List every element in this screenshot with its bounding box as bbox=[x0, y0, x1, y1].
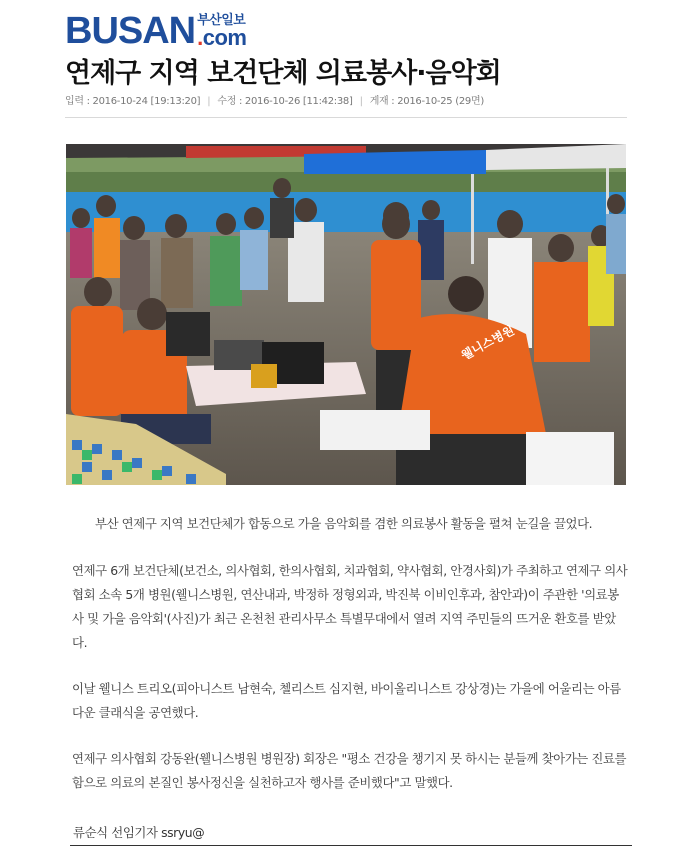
site-logo[interactable] bbox=[65, 10, 247, 50]
article-paragraph: 연제구 의사협회 강동완(웰니스병원 병원장) 회장은 "평소 건강을 챙기지 못 하시는 분들께 찾아가는 진료를 함으로 의료의 본질인 봉사정신을 실천하고자 행사를 준비했다"고 말했다. bbox=[72, 751, 627, 790]
meta-separator: | bbox=[359, 96, 363, 107]
meta-input-date: 입력 : 2016-10-24 [19:13:20] bbox=[65, 96, 201, 107]
article-photo bbox=[66, 144, 626, 485]
article-meta bbox=[65, 92, 484, 107]
logo-dot: . bbox=[197, 25, 203, 50]
meta-separator: | bbox=[207, 96, 211, 107]
header-divider bbox=[65, 117, 627, 118]
photo-vest-lettering: 웰니스병원 bbox=[458, 323, 517, 363]
article-paragraph: 부산 연제구 지역 보건단체가 합동으로 가을 음악회를 겸한 의료봉사 활동을 펼쳐 눈길을 끌었다. bbox=[95, 516, 593, 531]
logo-side bbox=[197, 14, 246, 48]
meta-updated-date: 수정 : 2016-10-26 [11:42:38] bbox=[217, 96, 353, 107]
article-body bbox=[72, 512, 630, 795]
logo-com-text: com bbox=[202, 25, 247, 50]
article-paragraph: 연제구 6개 보건단체(보건소, 의사협회, 한의사협회, 치과협회, 약사협회, 안경사회)가 주최하고 연제구 의사협회 소속 5개 병원(웰니스병원, 연산내과, 박정하 정형외과, 박진북 이비인후과, 참안과)이 주관한 '의료봉사 및 가을 음악회'(사진)가 최근 온천천 관리사무소 특별무대에서 열려 지역 주민들의 뜨거운 환호를 받았다. bbox=[72, 563, 628, 650]
logo-korean-text: 부산일보 bbox=[197, 13, 246, 28]
meta-published-date: 게재 : 2016-10-25 (29면) bbox=[369, 96, 484, 107]
logo-domain bbox=[197, 25, 247, 50]
article-byline: 류순식 선임기자 ssryu@ bbox=[73, 825, 205, 840]
article-paragraph: 이날 웰니스 트리오(피아니스트 남현숙, 첼리스트 심지현, 바이올리니스트 강상경)는 가을에 어울리는 아름다운 클래식을 공연했다. bbox=[72, 681, 621, 720]
article-title: 연제구 지역 보건단체 의료봉사·음악회 bbox=[65, 58, 501, 89]
footer-divider bbox=[70, 845, 632, 846]
logo-wordmark: BUSAN bbox=[65, 10, 196, 52]
